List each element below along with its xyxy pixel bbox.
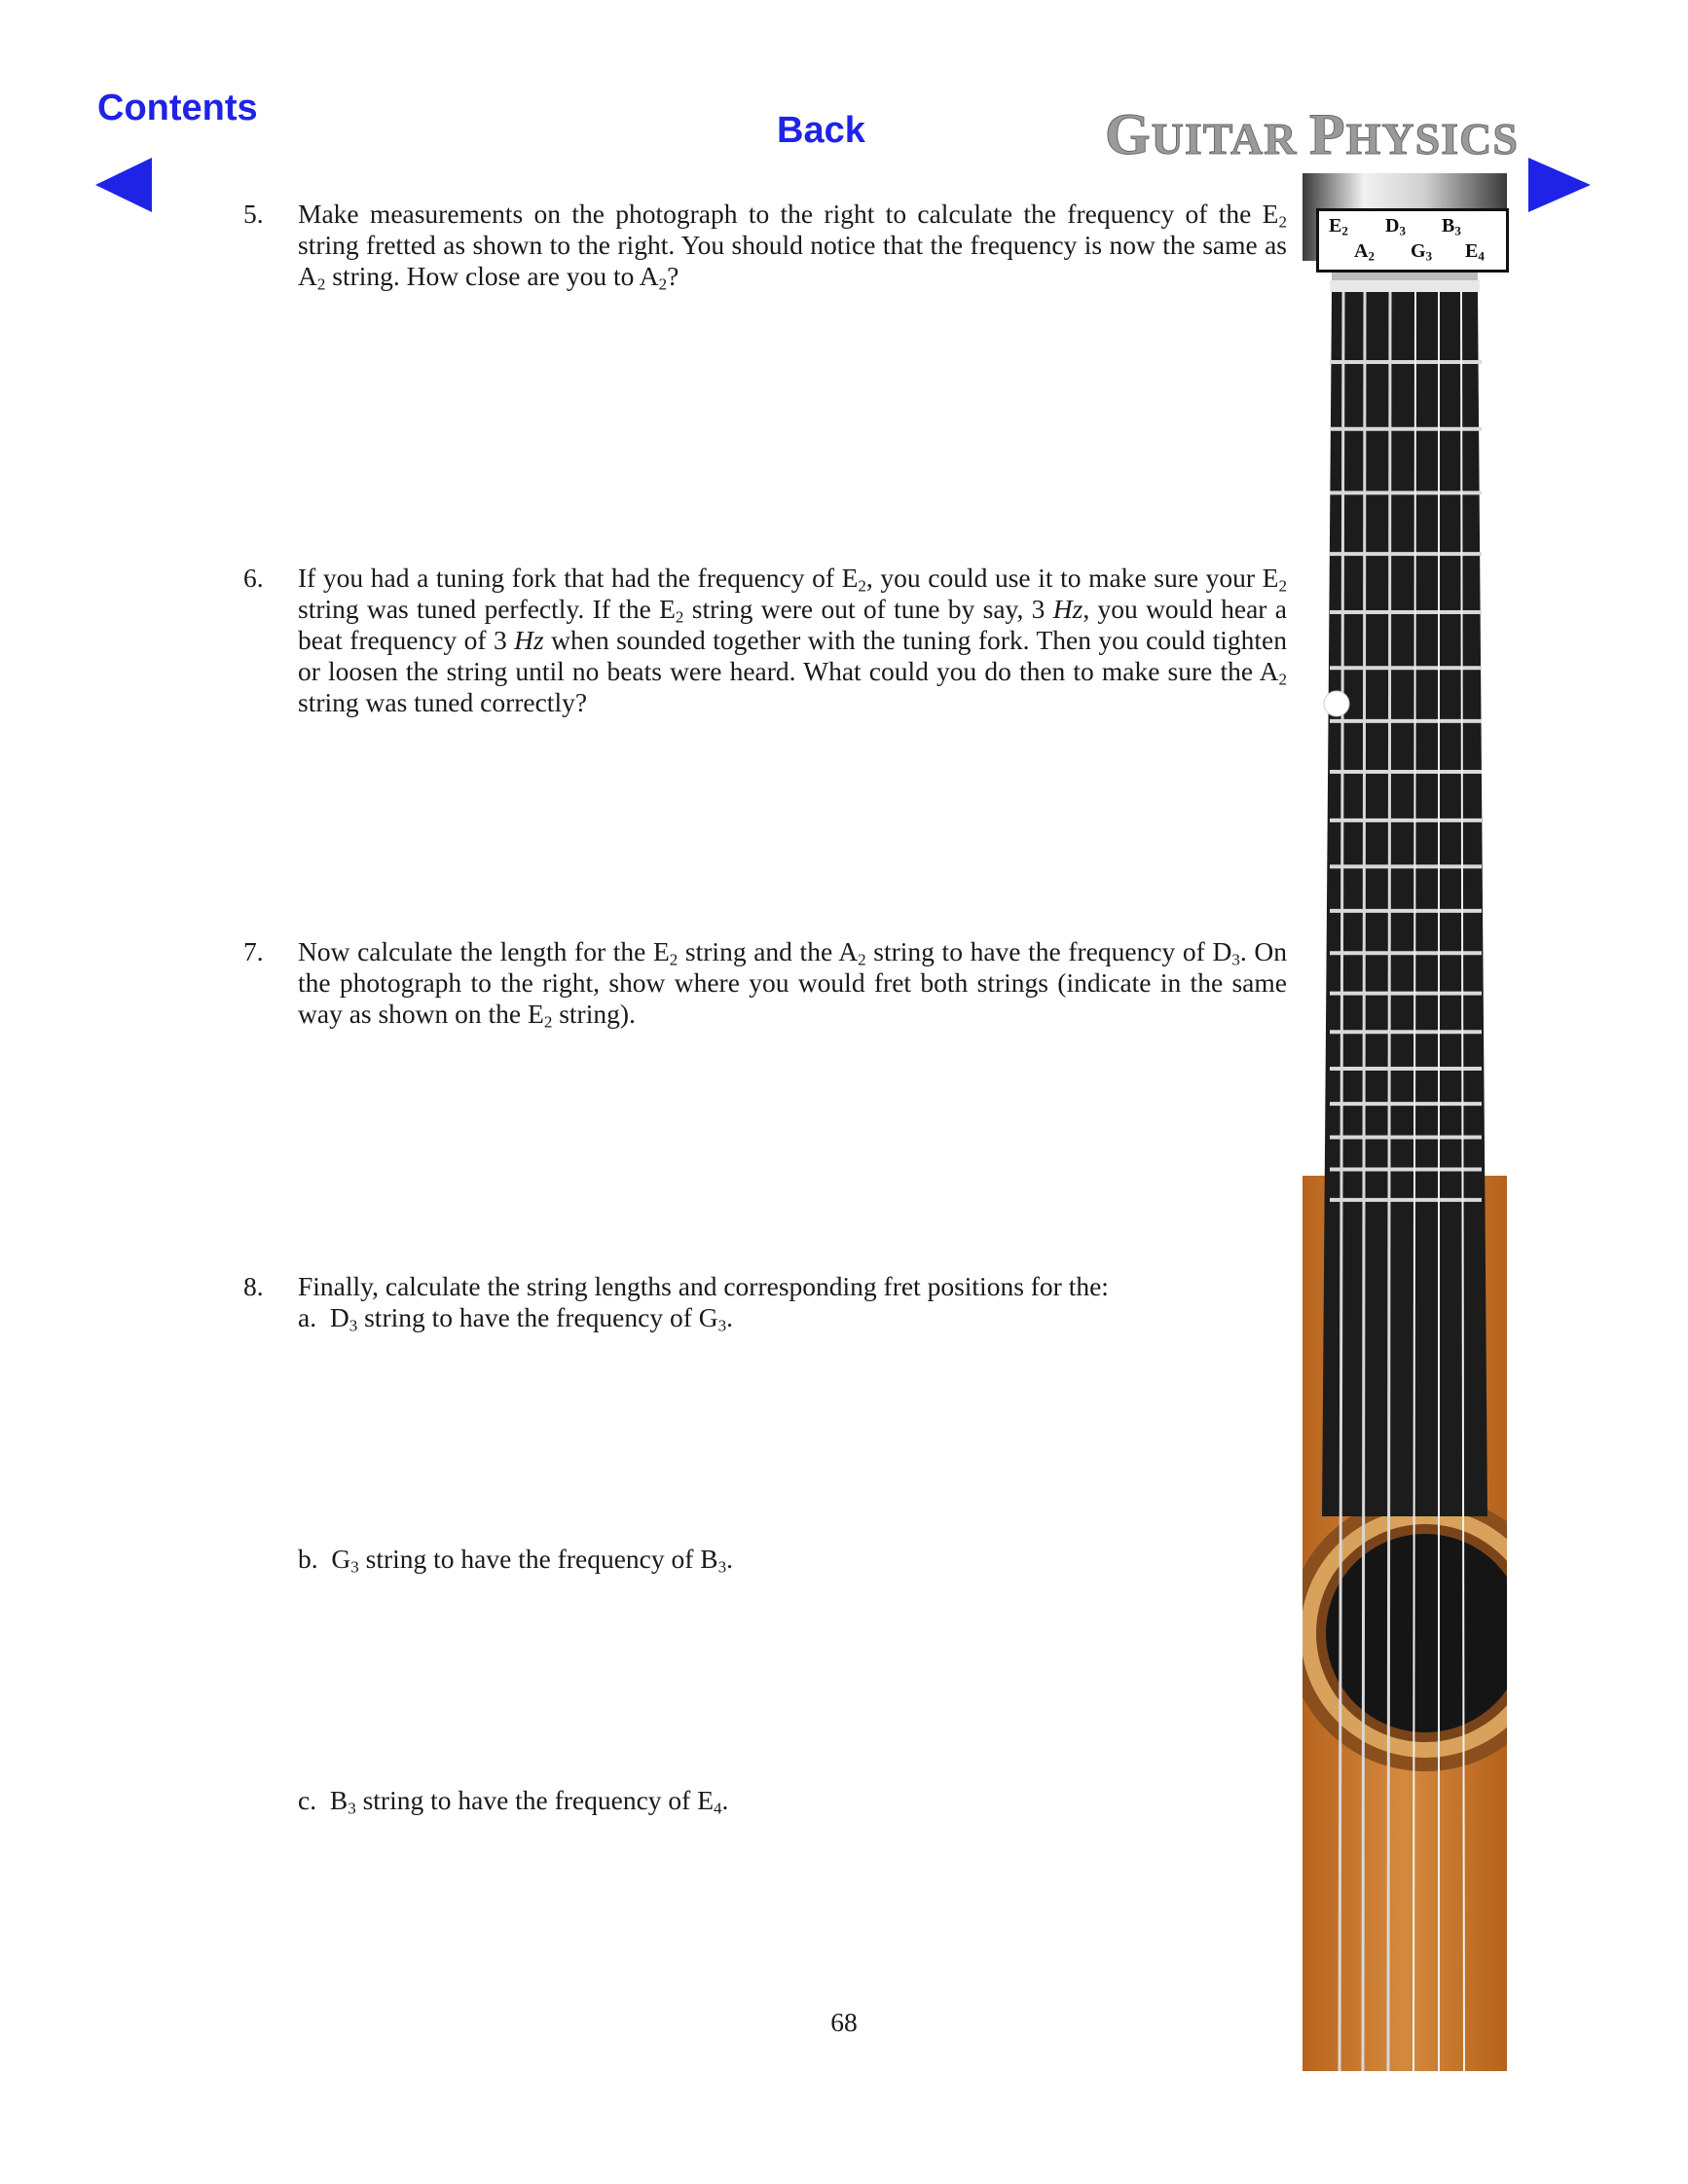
- string-label-a2: $A_2$: [1354, 240, 1375, 264]
- contents-link[interactable]: Contents: [97, 88, 258, 128]
- question-number: 5.: [243, 199, 264, 229]
- question-text: Make measurements on the photograph to the right to calculate the frequency of the $E_2$ string fretted as shown to the right. You should notice that the frequency is now the same as $A_2$ string. How close are you to $A_2$?: [298, 199, 1287, 294]
- guitar-physics-logo: GUITAR PHYSICS: [1105, 102, 1519, 166]
- question-number: 7.: [243, 936, 264, 966]
- question-text: Now calculate the length for the $E_2$ string and the $A_2$ string to have the frequency of $D_3$. On the photograph to the right, show where you would fret both strings (indicate in the same way as shown on the $E_2$ string).: [298, 936, 1287, 1032]
- guitar-string: [1363, 292, 1365, 2071]
- left-triangle-arrow-icon[interactable]: [93, 156, 154, 214]
- question-number: 8.: [243, 1271, 264, 1301]
- string-label-d3: $D_3$: [1385, 215, 1406, 238]
- string-label-e2: $E_2$: [1329, 215, 1348, 238]
- guitar-neck-photo: [1303, 173, 1507, 2071]
- string-label-e4: $E_4$: [1465, 240, 1485, 264]
- question-8a: a. $D_3$ string to have the frequency of $G_3$.: [298, 1302, 733, 1335]
- question-number: 6.: [243, 563, 264, 593]
- question-text: Finally, calculate the string lengths and corresponding fret positions for the:: [298, 1271, 1109, 1301]
- question-5: [243, 199, 1287, 292]
- question-8c: c. $B_3$ string to have the frequency of $E_4$.: [298, 1785, 729, 1818]
- page-number: 68: [830, 2007, 858, 2037]
- right-triangle-arrow-icon[interactable]: [1526, 156, 1593, 216]
- guitar-string: [1388, 292, 1390, 2071]
- string-label-box: [1316, 208, 1509, 273]
- string-label-b3: $B_3$: [1442, 215, 1461, 238]
- question-8b: b. $G_3$ string to have the frequency of $B_3$.: [298, 1544, 734, 1577]
- question-text: If you had a tuning fork that had the frequency of $E_2$, you could use it to make sure your $E_2$ string was tuned perfectly. If the $E_2$ string were out of tune by say, 3 Hz, you would hear a beat frequency of 3 Hz when sounded together with the tuning fork. Then you could tighten or loosen the string until no beats were heard. What could you do then to make sure the $A_2$ string was tuned correctly?: [298, 563, 1287, 717]
- question-8: [243, 1271, 1287, 1302]
- string-label-g3: $G_3$: [1411, 240, 1433, 264]
- question-7: [243, 936, 1287, 1030]
- question-6: [243, 563, 1287, 718]
- back-link[interactable]: Back: [777, 110, 865, 151]
